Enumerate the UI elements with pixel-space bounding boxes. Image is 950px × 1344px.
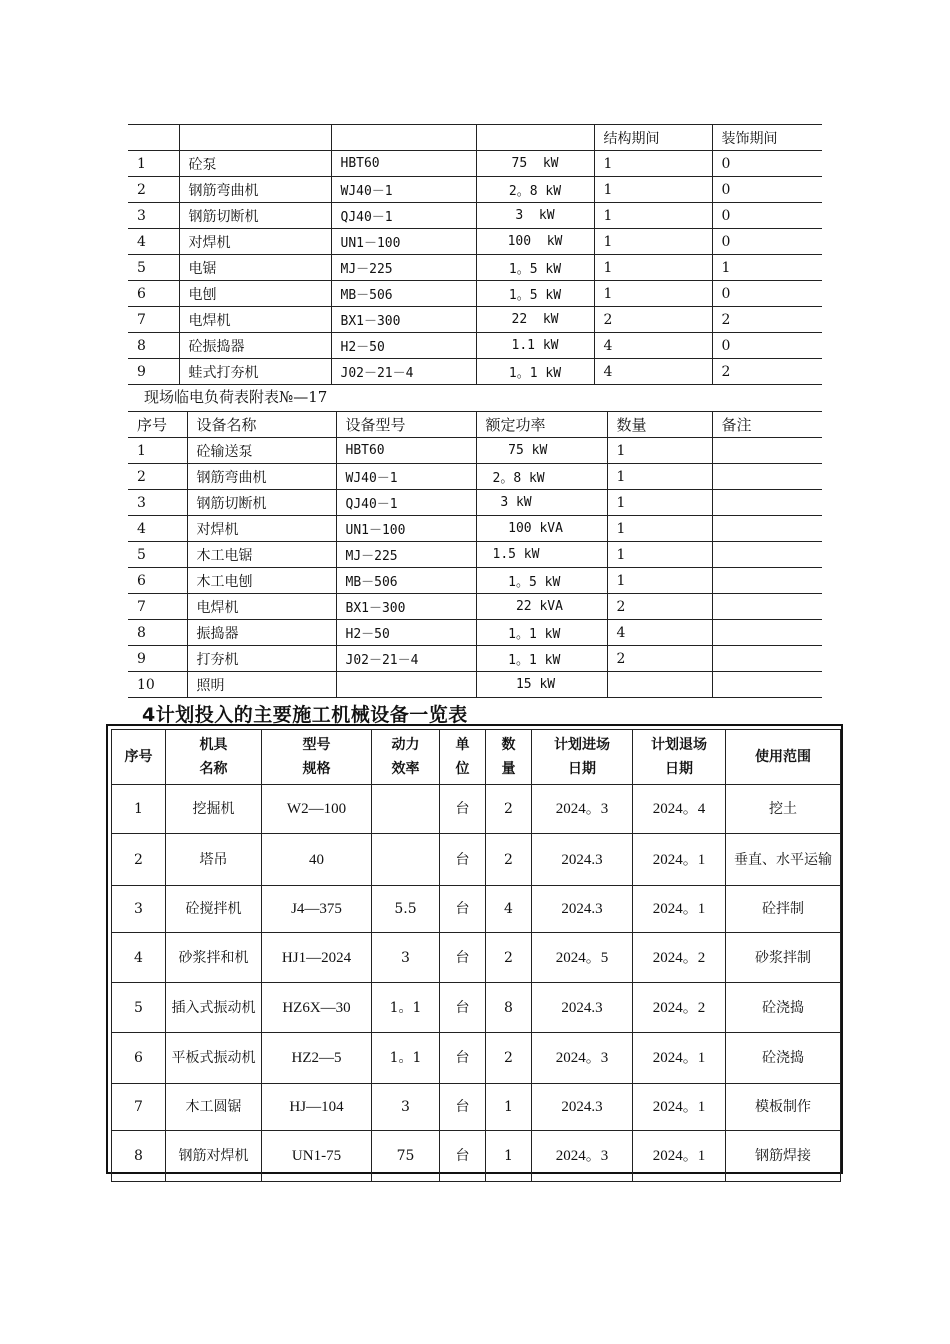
table-row [128,542,822,568]
cell-entry-date: 2024.3 [532,834,633,886]
cell-machine-name: 塔吊 [166,834,262,886]
cell-usage: 挖土 [726,785,841,834]
cell-quantity: 2 [607,594,712,620]
cell-entry-date: 2024。3 [532,1131,633,1182]
cell-index: 8 [112,1131,166,1182]
table-row [128,620,822,646]
cell-unit: 台 [440,1084,486,1131]
load-table-caption: 现场临电负荷表附表№—17 [144,388,328,406]
cell-model: WJ40－1 [336,464,476,490]
cell-power-efficiency [372,834,440,886]
table-row [128,516,822,542]
cell-power: 2。8 kW [476,177,594,203]
table-header-row [112,730,841,785]
cell-decoration-period: 0 [712,281,822,307]
cell-entry-date: 2024.3 [532,1084,633,1131]
cell-model-spec: HZ2—5 [262,1033,372,1084]
header-cell: 计划退场 日期 [633,730,726,785]
cell-rated-power: 1。5 kW [476,568,607,594]
cell-remark [712,672,822,698]
cell-power-efficiency: 75 [372,1131,440,1182]
cell-remark [712,464,822,490]
cell-decoration-period: 0 [712,203,822,229]
cell-index: 6 [112,1033,166,1084]
header-cell: 动力 效率 [372,730,440,785]
table-row [112,1033,841,1084]
cell-structure-period: 4 [594,359,712,385]
cell-equipment: 钢筋弯曲机 [179,177,331,203]
cell-power-efficiency: 1。1 [372,1033,440,1084]
cell-index: 10 [128,672,187,698]
cell-model [331,125,476,151]
cell-rated-power: 15 kW [476,672,607,698]
cell-unit: 台 [440,1131,486,1182]
cell-index [128,125,179,151]
cell-equipment: 电刨 [179,281,331,307]
cell-index: 6 [128,281,179,307]
cell-usage: 钢筋焊接 [726,1131,841,1182]
cell-index: 7 [128,594,187,620]
cell-equipment [179,125,331,151]
cell-equipment: 砼输送泵 [187,438,336,464]
header-cell: 设备名称 [187,412,336,438]
cell-model: QJ40－1 [331,203,476,229]
cell-usage: 砼拌制 [726,886,841,933]
cell-index: 3 [112,886,166,933]
cell-model: QJ40－1 [336,490,476,516]
cell-quantity: 8 [486,983,532,1033]
cell-model: H2－50 [331,333,476,359]
cell-rated-power: 1。1 kW [476,646,607,672]
cell-equipment: 钢筋切断机 [179,203,331,229]
cell-equipment: 蛙式打夯机 [179,359,331,385]
cell-index: 3 [128,203,179,229]
cell-exit-date: 2024。1 [633,1033,726,1084]
cell-index: 8 [128,333,179,359]
cell-unit: 台 [440,933,486,983]
cell-power: 1。5 kW [476,255,594,281]
table-row [128,438,822,464]
cell-decoration-period: 0 [712,177,822,203]
cell-quantity: 1 [486,1084,532,1131]
cell-usage: 垂直、水平运输 [726,834,841,886]
cell-exit-date: 2024。2 [633,933,726,983]
table-row [112,834,841,886]
cell-decoration-period: 2 [712,307,822,333]
cell-equipment: 电焊机 [179,307,331,333]
cell-equipment: 钢筋切断机 [187,490,336,516]
cell-usage: 砼浇捣 [726,1033,841,1084]
cell-equipment: 打夯机 [187,646,336,672]
cell-decoration-period: 2 [712,359,822,385]
cell-equipment: 砼振捣器 [179,333,331,359]
cell-decoration-period: 1 [712,255,822,281]
cell-index: 8 [128,620,187,646]
cell-structure-period: 4 [594,333,712,359]
cell-decoration-period: 0 [712,333,822,359]
table-row [128,672,822,698]
cell-index: 6 [128,568,187,594]
cell-model: MJ－225 [331,255,476,281]
header-cell: 型号 规格 [262,730,372,785]
cell-power: 1.1 kW [476,333,594,359]
cell-structure-period: 1 [594,203,712,229]
cell-index: 5 [112,983,166,1033]
cell-entry-date: 2024.3 [532,886,633,933]
cell-remark [712,646,822,672]
table-row [112,1084,841,1131]
cell-remark [712,542,822,568]
cell-remark [712,516,822,542]
cell-power-efficiency: 3 [372,1084,440,1131]
cell-unit: 台 [440,983,486,1033]
cell-machine-name: 平板式振动机 [166,1033,262,1084]
cell-exit-date: 2024。2 [633,983,726,1033]
cell-equipment: 照明 [187,672,336,698]
cell-model: BX1－300 [336,594,476,620]
cell-model: HBT60 [331,151,476,177]
header-cell: 数量 [607,412,712,438]
table-row [128,646,822,672]
cell-model-spec: UN1-75 [262,1131,372,1182]
cell-decoration-period: 装饰期间 [712,125,822,151]
cell-exit-date: 2024。1 [633,834,726,886]
cell-model-spec: J4—375 [262,886,372,933]
cell-decoration-period: 0 [712,229,822,255]
cell-power: 1。5 kW [476,281,594,307]
cell-machine-name: 砂浆拌和机 [166,933,262,983]
cell-structure-period: 1 [594,281,712,307]
cell-structure-period: 1 [594,177,712,203]
cell-model-spec: HJ—104 [262,1084,372,1131]
cell-index: 3 [128,490,187,516]
cell-machine-name: 钢筋对焊机 [166,1131,262,1182]
cell-usage: 砼浇捣 [726,983,841,1033]
temporary-power-load-table [128,411,822,698]
header-cell: 设备型号 [336,412,476,438]
cell-equipment: 电焊机 [187,594,336,620]
cell-unit: 台 [440,886,486,933]
cell-model: MJ－225 [336,542,476,568]
cell-model-spec: 40 [262,834,372,886]
cell-quantity: 1 [607,438,712,464]
header-cell: 序号 [128,412,187,438]
header-cell: 单 位 [440,730,486,785]
table-row [128,281,822,307]
cell-model: MB－506 [331,281,476,307]
cell-index: 2 [128,177,179,203]
cell-quantity: 2 [607,646,712,672]
cell-decoration-period: 0 [712,151,822,177]
cell-structure-period: 结构期间 [594,125,712,151]
table-row [112,886,841,933]
cell-index: 7 [128,307,179,333]
cell-power-efficiency: 1。1 [372,983,440,1033]
cell-power [476,125,594,151]
table-row [128,568,822,594]
cell-remark [712,490,822,516]
cell-machine-name: 砼搅拌机 [166,886,262,933]
table-row [112,785,841,834]
cell-machine-name: 挖掘机 [166,785,262,834]
cell-equipment: 对焊机 [179,229,331,255]
cell-equipment: 木工电锯 [187,542,336,568]
cell-rated-power: 1。1 kW [476,620,607,646]
cell-rated-power: 75 kW [476,438,607,464]
cell-power: 1。1 kW [476,359,594,385]
header-cell: 计划进场 日期 [532,730,633,785]
cell-exit-date: 2024。1 [633,886,726,933]
table-row [128,229,822,255]
machinery-list-title: 4计划投入的主要施工机械设备一览表 [142,704,468,726]
cell-rated-power: 1.5 kW [476,542,607,568]
table-row [128,203,822,229]
cell-quantity: 1 [607,568,712,594]
cell-rated-power: 100 kVA [476,516,607,542]
header-cell: 额定功率 [476,412,607,438]
cell-equipment: 砼泵 [179,151,331,177]
cell-power: 22 kW [476,307,594,333]
cell-exit-date: 2024。1 [633,1084,726,1131]
cell-index: 4 [128,516,187,542]
header-cell: 数 量 [486,730,532,785]
cell-remark [712,438,822,464]
cell-quantity: 2 [486,785,532,834]
cell-quantity: 1 [607,542,712,568]
cell-remark [712,620,822,646]
cell-model [336,672,476,698]
cell-model: BX1－300 [331,307,476,333]
cell-power-efficiency: 5.5 [372,886,440,933]
cell-model: WJ40－1 [331,177,476,203]
cell-index: 1 [128,151,179,177]
cell-quantity [607,672,712,698]
cell-model: H2－50 [336,620,476,646]
cell-remark [712,594,822,620]
cell-unit: 台 [440,785,486,834]
cell-machine-name: 木工圆锯 [166,1084,262,1131]
cell-equipment: 振捣器 [187,620,336,646]
cell-index: 4 [128,229,179,255]
cell-quantity: 2 [486,834,532,886]
cell-equipment: 电锯 [179,255,331,281]
cell-quantity: 4 [486,886,532,933]
cell-entry-date: 2024。3 [532,1033,633,1084]
table-row [128,464,822,490]
table-row [128,151,822,177]
table-header-row [128,412,822,438]
cell-index: 2 [112,834,166,886]
cell-power-efficiency: 3 [372,933,440,983]
header-cell: 序号 [112,730,166,785]
cell-entry-date: 2024。5 [532,933,633,983]
cell-structure-period: 1 [594,229,712,255]
table-row [128,333,822,359]
cell-structure-period: 1 [594,255,712,281]
cell-power: 100 kW [476,229,594,255]
cell-equipment: 木工电刨 [187,568,336,594]
header-cell: 机具 名称 [166,730,262,785]
cell-quantity: 2 [486,1033,532,1084]
cell-index: 1 [128,438,187,464]
cell-power: 3 kW [476,203,594,229]
cell-structure-period: 2 [594,307,712,333]
header-cell: 使用范围 [726,730,841,785]
cell-index: 5 [128,542,187,568]
cell-unit: 台 [440,1033,486,1084]
cell-quantity: 1 [607,516,712,542]
cell-machine-name: 插入式振动机 [166,983,262,1033]
cell-power: 75 kW [476,151,594,177]
table-row [128,307,822,333]
cell-usage: 模板制作 [726,1084,841,1131]
cell-model: UN1－100 [336,516,476,542]
table-row [128,490,822,516]
cell-rated-power: 3 kW [476,490,607,516]
cell-index: 4 [112,933,166,983]
cell-quantity: 2 [486,933,532,983]
cell-quantity: 4 [607,620,712,646]
cell-index: 2 [128,464,187,490]
table-row [112,983,841,1033]
cell-exit-date: 2024。1 [633,1131,726,1182]
cell-rated-power: 2。8 kW [476,464,607,490]
cell-model: UN1－100 [331,229,476,255]
cell-unit: 台 [440,834,486,886]
cell-equipment: 钢筋弯曲机 [187,464,336,490]
cell-index: 9 [128,646,187,672]
equipment-period-table [128,124,822,385]
table-row [128,359,822,385]
table-row [112,933,841,983]
cell-model-spec: HZ6X—30 [262,983,372,1033]
cell-index: 9 [128,359,179,385]
table-row [128,255,822,281]
cell-model-spec: HJ1—2024 [262,933,372,983]
cell-model: J02－21－4 [331,359,476,385]
cell-model: MB－506 [336,568,476,594]
cell-model: J02－21－4 [336,646,476,672]
machinery-equipment-table [111,729,841,1182]
cell-rated-power: 22 kVA [476,594,607,620]
cell-equipment: 对焊机 [187,516,336,542]
cell-entry-date: 2024。3 [532,785,633,834]
cell-index: 5 [128,255,179,281]
cell-model-spec: W2—100 [262,785,372,834]
cell-structure-period: 1 [594,151,712,177]
cell-index: 1 [112,785,166,834]
cell-remark [712,568,822,594]
cell-model: HBT60 [336,438,476,464]
table-row [128,594,822,620]
table-header-row [128,125,822,151]
cell-exit-date: 2024。4 [633,785,726,834]
table-row [112,1131,841,1182]
cell-quantity: 1 [486,1131,532,1182]
cell-usage: 砂浆拌制 [726,933,841,983]
cell-quantity: 1 [607,490,712,516]
header-cell: 备注 [712,412,822,438]
cell-power-efficiency [372,785,440,834]
cell-quantity: 1 [607,464,712,490]
machinery-table-frame [106,724,843,1174]
cell-index: 7 [112,1084,166,1131]
table-row [128,177,822,203]
cell-entry-date: 2024.3 [532,983,633,1033]
